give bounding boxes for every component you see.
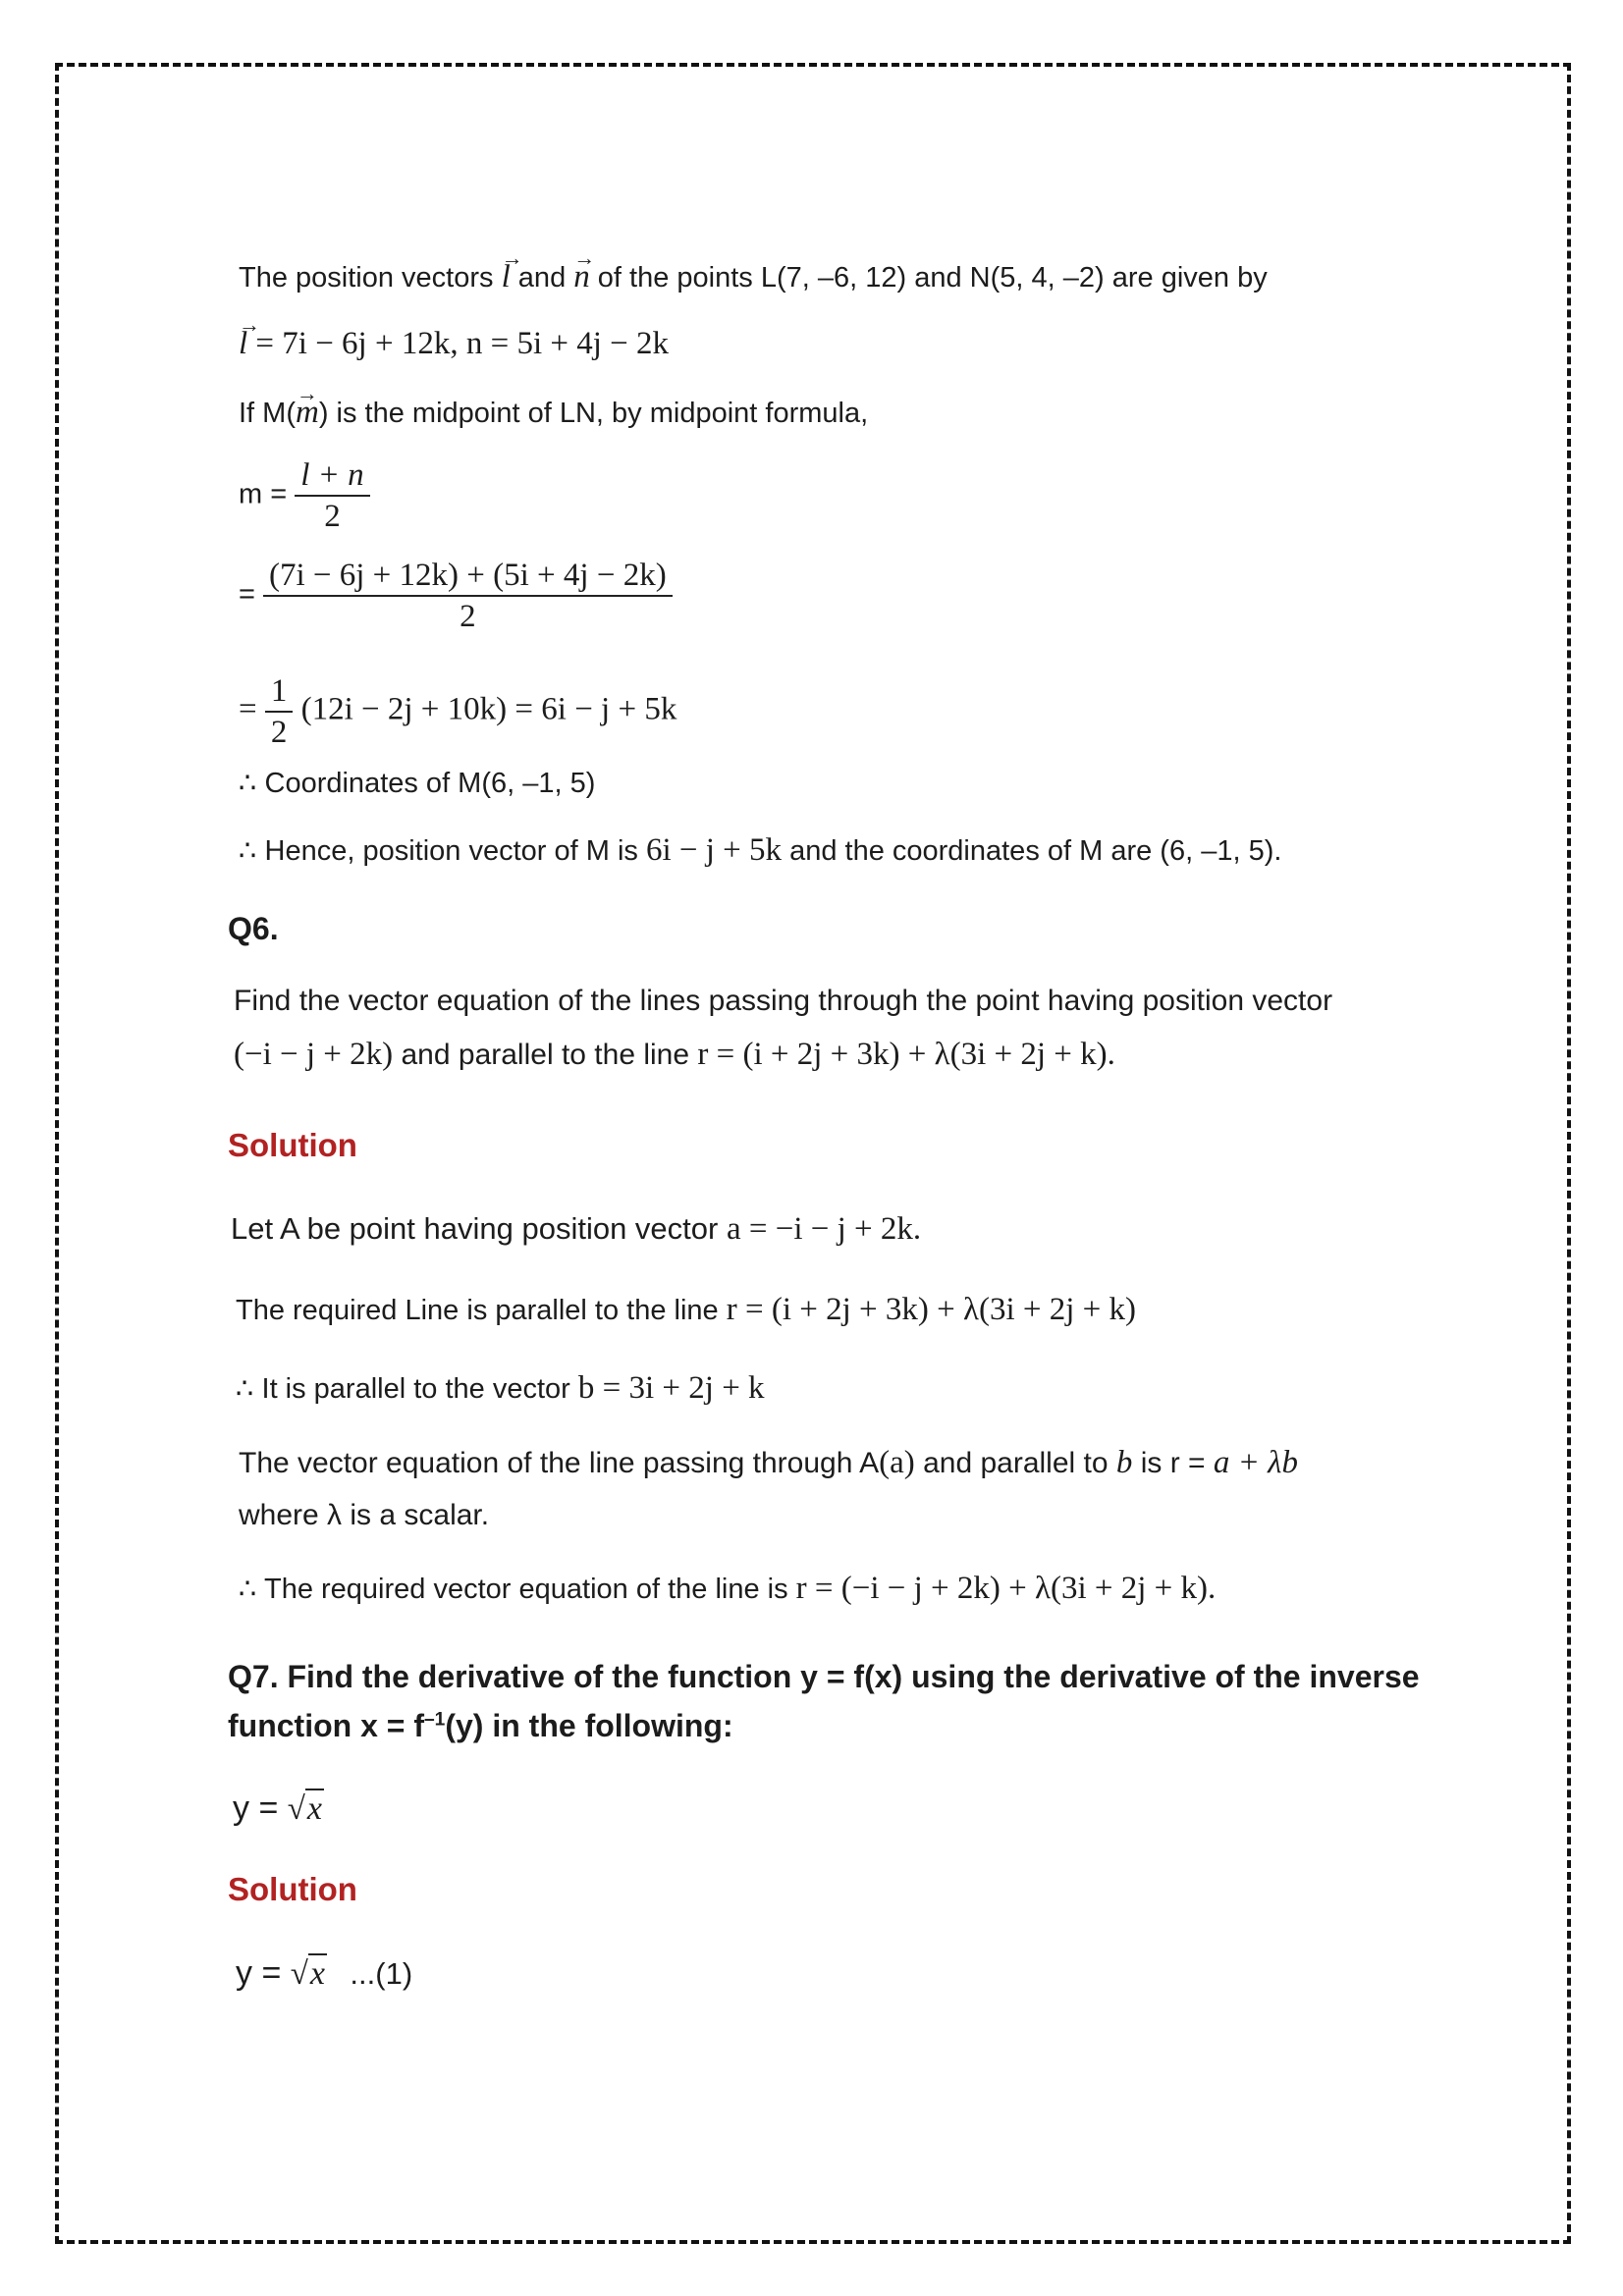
question-7-line2: function $x = f^{-1}(y)$ in the following: [228, 1708, 733, 1743]
solution-label-2: Solution [228, 1871, 357, 1907]
final-vector-equation: ∴ The required vector equation of the line is r = (−i − j + 2k) + λ(3i + 2j + k). [239, 1571, 1217, 1606]
midpoint-simplified: = $\frac{1}{2}$ (12i − 2j + 10k) = 6i − j + 5k [239, 673, 677, 750]
hence-position-vector: ∴ Hence, position vector of M is 6i − j + 5k and the coordinates of M are (6, –1, 5). [239, 832, 1282, 868]
question-6-text-cont: (−i − j + 2k) and parallel to the line r = (i + 2j + 3k) + λ(3i + 2j + k). [234, 1037, 1115, 1072]
vector-definitions: → l = 7i − 6j + 12k, n = 5i + 4j − 2k [239, 324, 669, 363]
question-7-line1: Q7. Find the derivative of the function y = f(x) using the derivative of the inverse [228, 1659, 1420, 1694]
solution-label-1: Solution [228, 1127, 357, 1163]
question-6-text: Find the vector equation of the lines passing through the point having position vector [234, 985, 1333, 1017]
let-a-statement: Let A be point having position vector a = −i − j + 2k. [231, 1211, 922, 1247]
vector-equation-statement: The vector equation of the line passing through A(a) and parallel to b is r = a + λb [239, 1445, 1298, 1480]
lambda-scalar-note: where λ is a scalar. [239, 1499, 490, 1531]
question-6-label: Q6. [228, 911, 279, 946]
coordinates-of-m: ∴ Coordinates of M(6, –1, 5) [239, 768, 596, 799]
parallel-vector-b: ∴ It is parallel to the vector b = 3i + 2j + k [236, 1370, 765, 1406]
midpoint-formula: m = $\frac{l + n}{2}$ [239, 455, 370, 536]
position-vectors-intro: The position vectors → l and → n of the points L(7, –6, 12) and N(5, 4, –2) are given by [239, 257, 1268, 297]
midpoint-substitution: = $\frac{(7i - 6j + 12k) + (5i + 4j - 2k)}{2}$ [239, 556, 673, 636]
midpoint-intro: If M(→ m) is the midpoint of LN, by midpoint formula, [239, 393, 868, 433]
required-line-parallel: The required Line is parallel to the line r = (i + 2j + 3k) + λ(3i + 2j + k) [236, 1292, 1137, 1327]
solution-2-equation: y = √x ...(1) [236, 1954, 413, 1992]
question-7-equation: y = √x [233, 1789, 322, 1827]
